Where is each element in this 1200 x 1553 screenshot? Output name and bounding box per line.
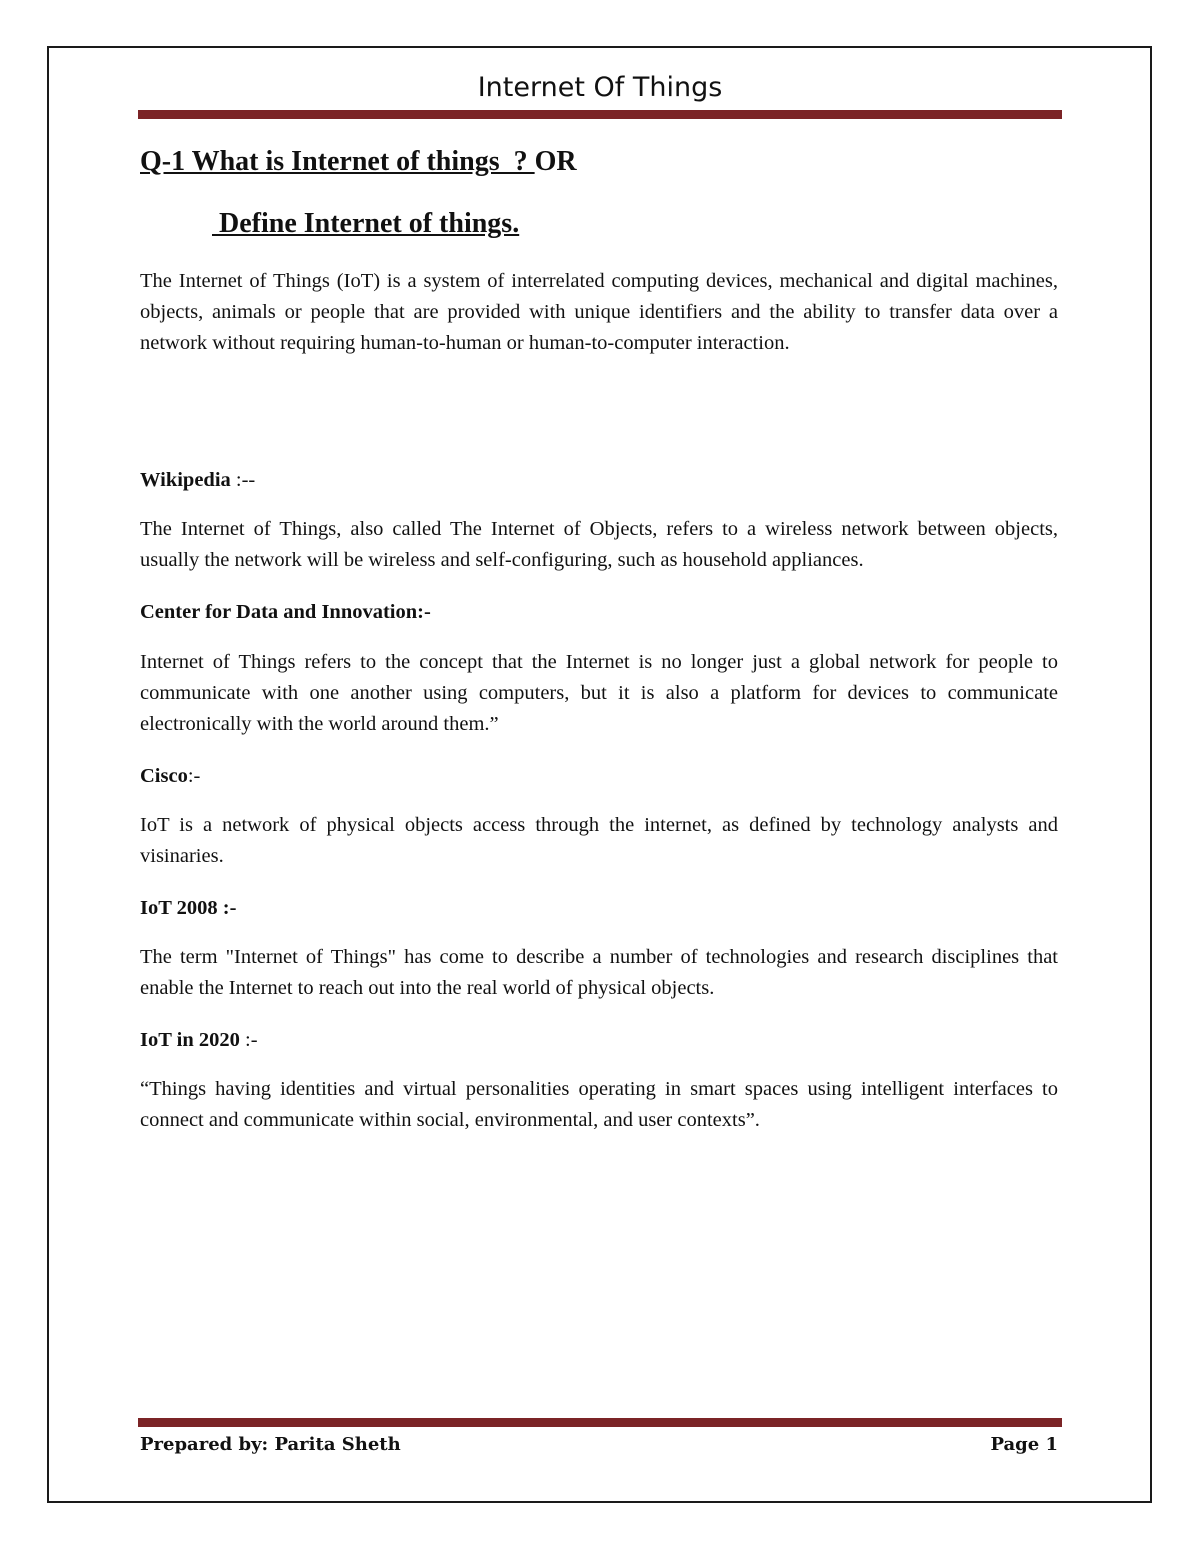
section-text-cisco: IoT is a network of physical objects access through the internet, as defined by technology analysts and visinaries.: [140, 814, 1058, 867]
header-rule: [138, 110, 1062, 119]
section-heading-cdi: [140, 597, 431, 628]
question-define: Define Internet of things.: [212, 208, 520, 239]
question-or: OR: [534, 146, 577, 177]
section-heading-iot-2020: [140, 1025, 258, 1056]
page-header-title: Internet Of Things: [477, 72, 723, 103]
page-border: [47, 46, 1152, 1503]
section-heading-suffix: :--: [230, 469, 256, 491]
intro-paragraph: The Internet of Things (IoT) is a system of interrelated computing devices, mechanical and digital machines, objects, animals or people that are provided with unique identifiers and the ability to transfer data over a network without requiring human-to-human or human-to-computer interaction.: [140, 270, 1058, 354]
section-heading-iot-2008: [140, 893, 236, 924]
section-heading-suffix: :-: [187, 765, 201, 787]
footer-prepared-by: Prepared by: Parita Sheth: [140, 1434, 401, 1455]
question-title: [140, 146, 577, 178]
section-heading-text: IoT 2008 :-: [140, 897, 237, 919]
footer-page-number: Page 1: [990, 1434, 1058, 1455]
section-heading-suffix: :-: [239, 1029, 258, 1051]
section-text-wikipedia: The Internet of Things, also called The Internet of Objects, refers to a wireless network between objects, usually the network will be wireless and self-configuring, such as household appliances.: [140, 518, 1058, 571]
section-heading-wikipedia: [140, 465, 255, 496]
section-text-iot-2020: “Things having identities and virtual personalities operating in smart spaces using intelligent interfaces to connect and communicate within social, environmental, and user contexts”.: [140, 1078, 1058, 1131]
section-heading-text: Cisco: [140, 765, 188, 787]
section-text-cdi: Internet of Things refers to the concept that the Internet is no longer just a global network for people to communicate with one another using computers, but it is also a platform for devices to communicate electronically with the world around them.”: [140, 651, 1058, 735]
question-label: Q-1 What is Internet of things ?: [140, 146, 535, 177]
footer-rule: [138, 1418, 1062, 1427]
section-heading-cisco: [140, 761, 200, 792]
section-heading-text: Center for Data and Innovation:-: [140, 601, 431, 623]
section-text-iot-2008: The term "Internet of Things" has come to describe a number of technologies and research disciplines that enable the Internet to reach out into the real world of physical objects.: [140, 946, 1058, 999]
section-heading-text: IoT in 2020: [140, 1029, 240, 1051]
section-heading-text: Wikipedia: [140, 469, 231, 491]
